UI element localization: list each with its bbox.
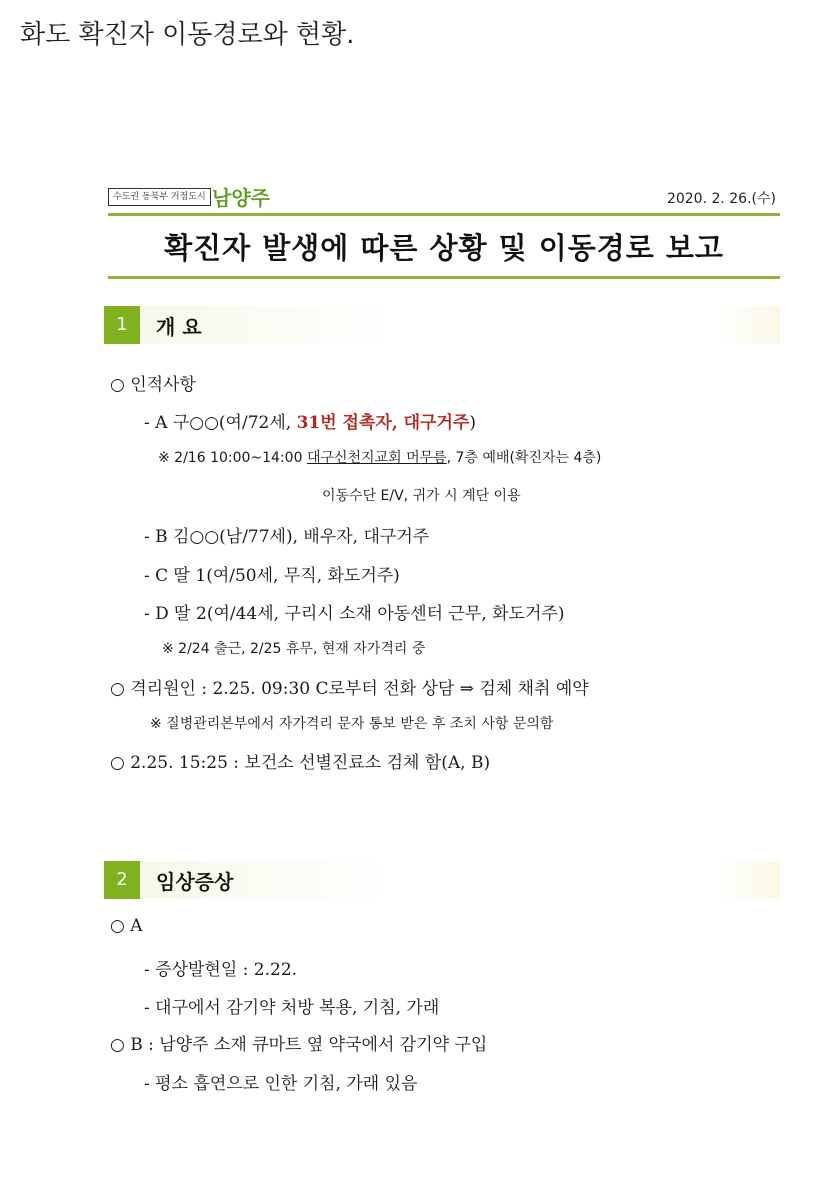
section-1-heading: [104, 306, 780, 346]
section-band: [140, 861, 780, 899]
section-2-line: - 평소 흡연으로 인한 기침, 가래 있음: [144, 1074, 418, 1094]
section-1-line: - B 김○○(남/77세), 배우자, 대구거주: [144, 527, 430, 547]
report-date: 2020. 2. 26.(수): [666, 191, 776, 207]
section-1-line: - D 딸 2(여/44세, 구리시 소재 아동센터 근무, 화도거주): [144, 604, 565, 624]
section-1-note: [158, 447, 601, 467]
line-suffix: ): [469, 413, 476, 433]
section-1-note: 이동수단 E/V, 귀가 시 계단 이용: [322, 488, 521, 504]
header-rule-bottom: [108, 276, 780, 279]
highlight-text: 31번 접촉자, 대구거주: [296, 413, 470, 433]
section-2-line: - 증상발현일 : 2.22.: [144, 960, 298, 980]
underlined-text: 대구신천지교회 머무름: [306, 450, 447, 466]
section-number: 2: [104, 861, 140, 899]
section-label: 개 요: [156, 315, 202, 339]
line-prefix: - A 구○○(여/72세,: [144, 413, 297, 433]
logo-slogan: 수도권 동북부 거점도시: [108, 188, 211, 206]
section-2-line: - 대구에서 감기약 처방 복용, 기침, 가래: [144, 998, 440, 1018]
section-1-line: ○ 인적사항: [110, 375, 196, 395]
section-1-line: ○ 2.25. 15:25 : 보건소 선별진료소 검체 함(A, B): [110, 753, 491, 773]
section-label: 임상증상: [156, 870, 234, 894]
post-title: 화도 확진자 이동경로와 현황.: [20, 20, 355, 50]
section-1-line: ○ 격리원인 : 2.25. 09:30 C로부터 전화 상담 ⇒ 검체 채취 예약: [110, 679, 589, 699]
section-1-line: - C 딸 1(여/50세, 무직, 화도거주): [144, 566, 400, 586]
section-1-line: [144, 408, 476, 433]
section-1-note: ※ 2/24 출근, 2/25 휴무, 현재 자가격리 중: [162, 641, 426, 657]
section-1-note: ※ 질병관리본부에서 자가격리 문자 통보 받은 후 조치 사항 문의함: [150, 716, 554, 732]
section-2-line: ○ B : 남양주 소재 큐마트 옆 약국에서 감기약 구입: [110, 1035, 488, 1055]
section-number: 1: [104, 306, 140, 344]
section-band: [140, 306, 780, 344]
header-rule-top: [108, 213, 780, 216]
report-title: 확진자 발생에 따른 상황 및 이동경로 보고: [164, 231, 724, 265]
note-suffix: , 7층 예배(확진자는 4층): [446, 450, 602, 466]
logo-city-name: 남양주: [212, 186, 270, 210]
section-2-heading: [104, 861, 780, 901]
report-header: [108, 184, 780, 214]
note-prefix: ※ 2/16 10:00~14:00: [158, 450, 307, 466]
section-2-line: ○ A: [110, 916, 143, 936]
